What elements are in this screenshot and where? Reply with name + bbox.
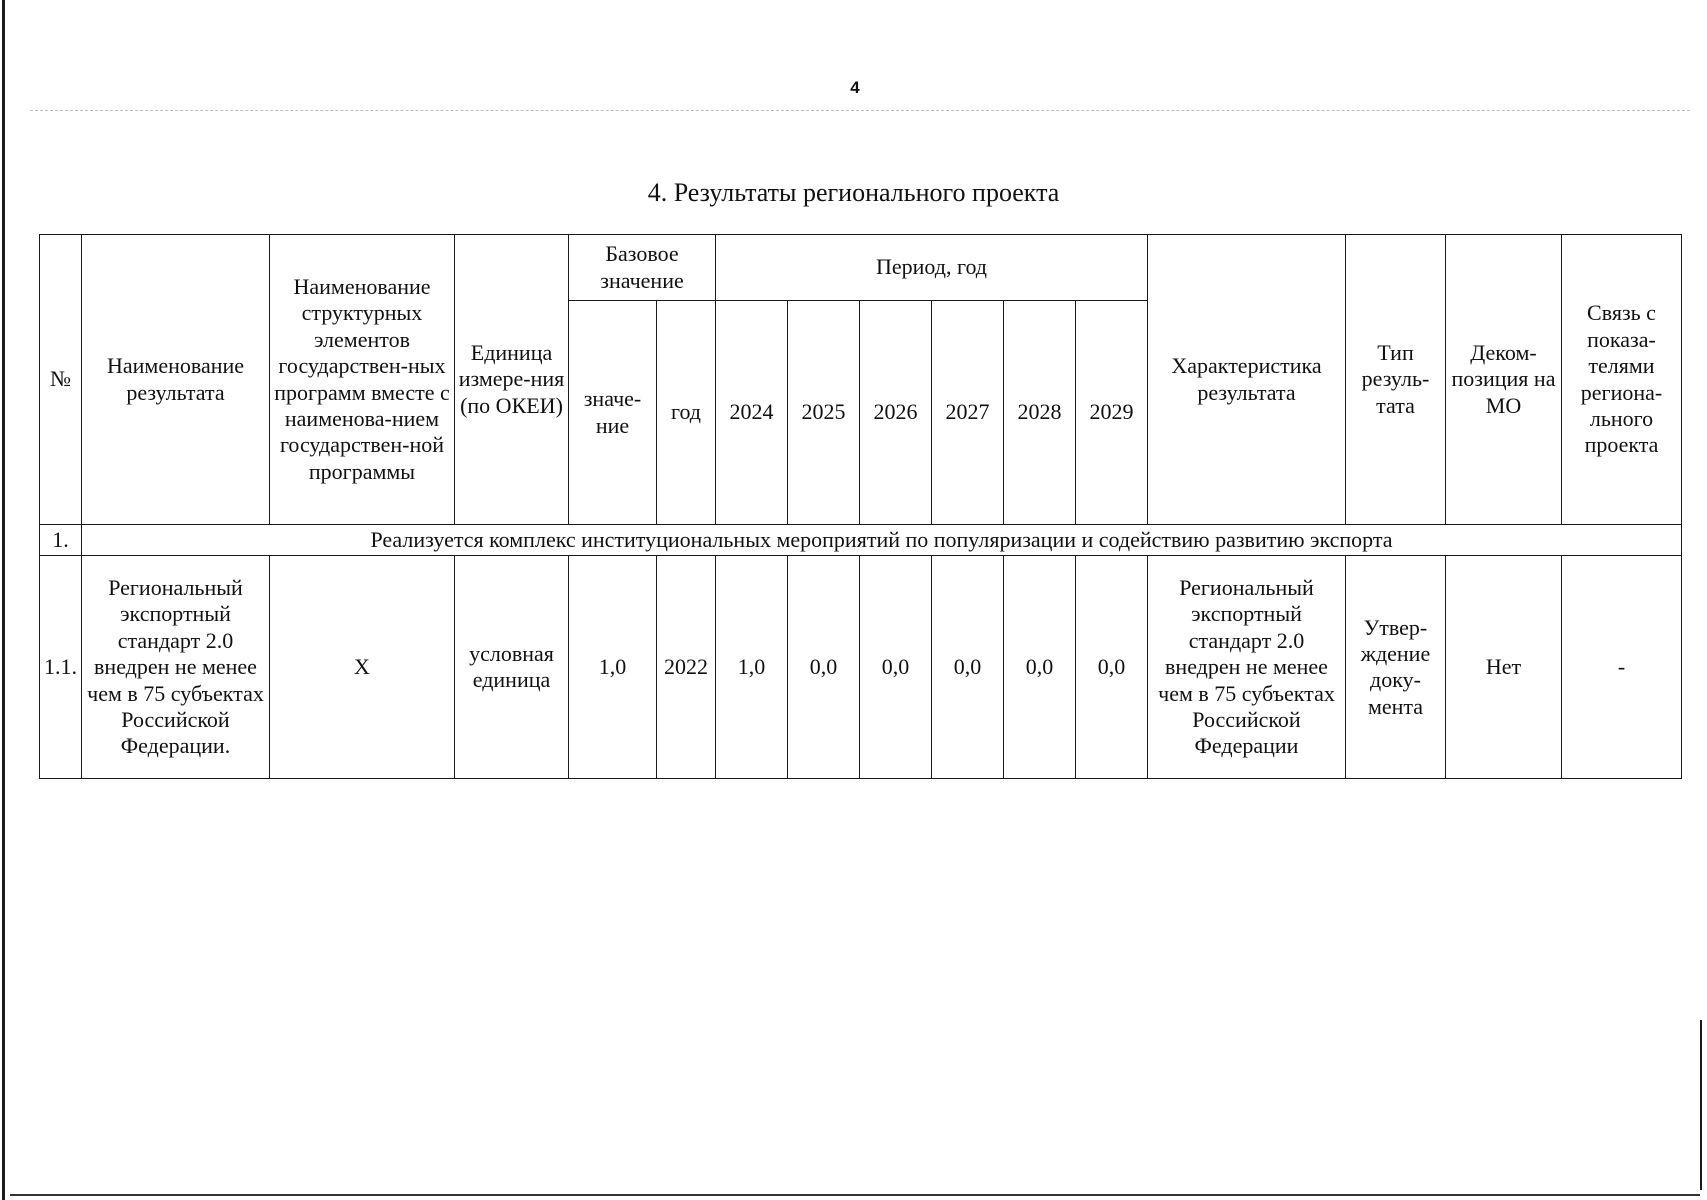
header-year-2029: 2029 [1076, 301, 1148, 525]
row-value-2027: 0,0 [932, 556, 1004, 779]
header-year-2024: 2024 [716, 301, 788, 525]
row-value-2026: 0,0 [860, 556, 932, 779]
row-value-2028: 0,0 [1004, 556, 1076, 779]
table-row [40, 556, 1682, 779]
section-num: 1. [40, 525, 82, 556]
page-number: 4 [850, 78, 860, 97]
row-value-2024: 1,0 [716, 556, 788, 779]
header-decomposition: Деком-позиция на МО [1446, 235, 1562, 525]
header-year-2025: 2025 [788, 301, 860, 525]
scan-bottom-edge [10, 1194, 1700, 1196]
page-title: 4. Результаты регионального проекта [647, 178, 1060, 207]
row-base-value: 1,0 [569, 556, 657, 779]
header-num: № [40, 235, 82, 525]
header-struct-elements: Наименование структурных элементов государствен-ных программ вместе с наименова-нием государствен-ной программы [270, 235, 455, 525]
header-characteristic: Характеристика результата [1148, 235, 1346, 525]
row-link: - [1562, 556, 1682, 779]
row-value-2029: 0,0 [1076, 556, 1148, 779]
header-base-value: Базовое значение [569, 235, 716, 301]
row-base-year: 2022 [657, 556, 716, 779]
header-year-2027: 2027 [932, 301, 1004, 525]
header-row-top [40, 235, 1682, 301]
header-result-type: Тип резуль-тата [1346, 235, 1446, 525]
row-characteristic: Региональный экспортный стандарт 2.0 внедрен не менее чем в 75 субъектах Российской Федерации [1148, 556, 1346, 779]
results-table [39, 234, 1682, 779]
header-base-value-year: год [657, 301, 716, 525]
section-row [40, 525, 1682, 556]
header-period: Период, год [716, 235, 1148, 301]
scan-right-edge [1700, 1020, 1702, 1190]
row-value-2025: 0,0 [788, 556, 860, 779]
header-link: Связь с показа-телями регионa-льного проекта [1562, 235, 1682, 525]
header-base-value-value: значе-ние [569, 301, 657, 525]
header-unit: Единица измере-ния (по ОКЕИ) [455, 235, 569, 525]
section-title: Реализуется комплекс институциональных мероприятий по популяризации и содействию развитию экспорта [82, 525, 1682, 556]
row-result-type: Утвер-ждение доку-мента [1346, 556, 1446, 779]
header-year-2026: 2026 [860, 301, 932, 525]
row-decomposition: Нет [1446, 556, 1562, 779]
row-unit: условная единица [455, 556, 569, 779]
scan-noise-line [30, 110, 1690, 111]
row-result-name: Региональный экспортный стандарт 2.0 внедрен не менее чем в 75 субъектах Российской Федерации. [82, 556, 270, 779]
header-result-name: Наименование результата [82, 235, 270, 525]
header-year-2028: 2028 [1004, 301, 1076, 525]
row-struct-elements: X [270, 556, 455, 779]
row-num: 1.1. [40, 556, 82, 779]
